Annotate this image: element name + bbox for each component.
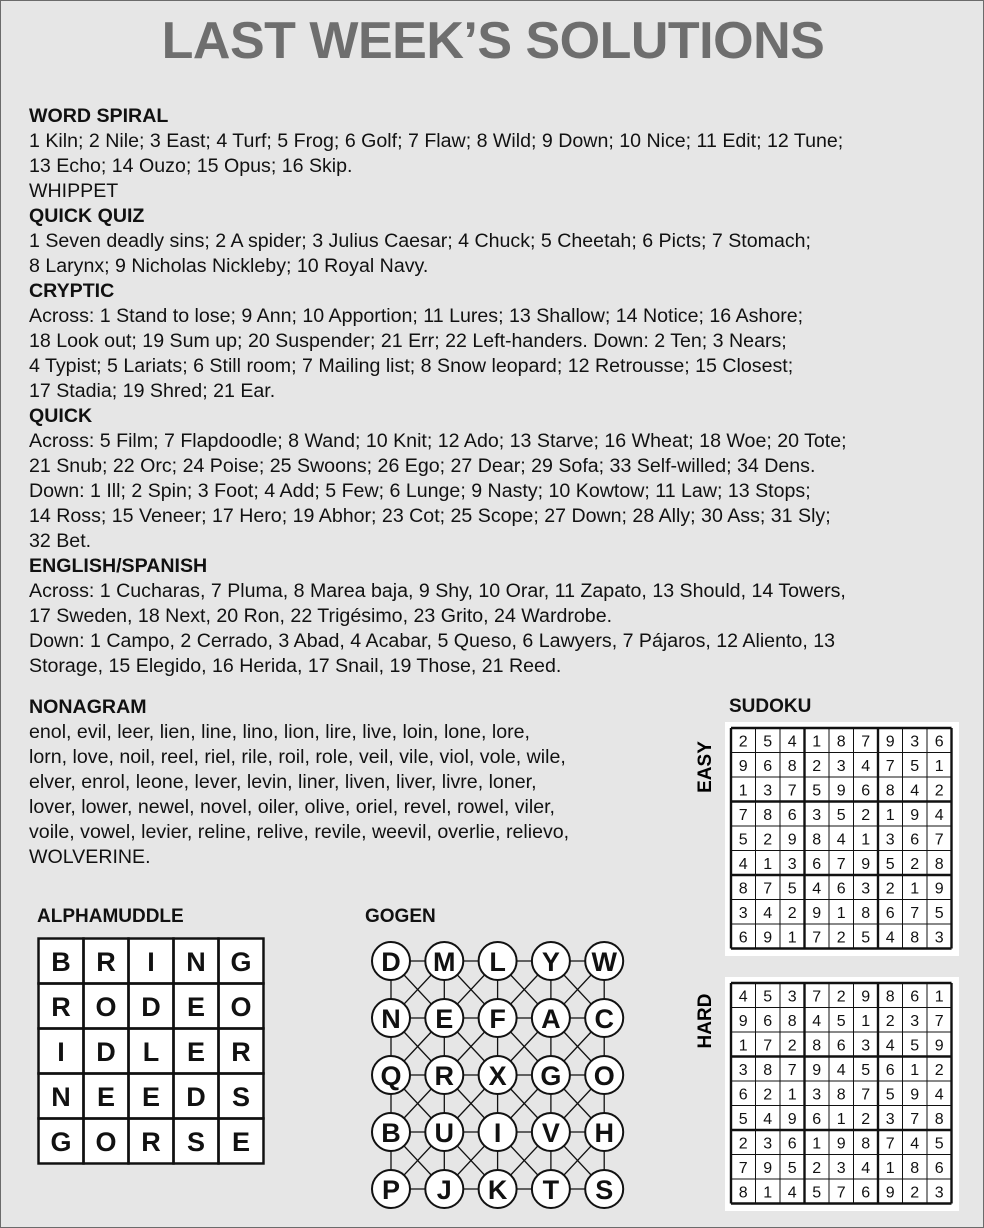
sudoku-hard-digit: 6: [885, 1061, 895, 1079]
solution-line: 17 Sweden, 18 Next, 20 Ron, 22 Trigésimo, 23 Grito, 24 Wardrobe.: [29, 605, 613, 627]
sudoku-hard-digit: 7: [885, 1135, 895, 1153]
sudoku-hard-digit: 1: [910, 1061, 920, 1079]
alphamuddle-letter: N: [186, 947, 206, 977]
gogen-letter: H: [594, 1118, 614, 1148]
sudoku-hard-digit: 1: [836, 1110, 846, 1128]
sudoku-hard-digit: 9: [910, 1086, 920, 1104]
sudoku-hard-digit: 6: [836, 1037, 846, 1055]
sudoku-hard-digit: 6: [738, 1086, 748, 1104]
sudoku-hard-digit: 9: [787, 1110, 797, 1128]
alphamuddle-letter: D: [186, 1082, 206, 1112]
sudoku-easy-digit: 7: [738, 806, 748, 824]
solution-line: 1 Seven deadly sins; 2 A spider; 3 Julius Caesar; 4 Chuck; 5 Cheetah; 6 Picts; 7 Stomach;: [29, 230, 811, 252]
sudoku-hard-digit: 1: [861, 1012, 871, 1030]
sudoku-easy-digit: 3: [885, 831, 895, 849]
sudoku-hard-digit: 3: [812, 1086, 822, 1104]
sudoku-easy-digit: 6: [763, 757, 773, 775]
solution-line: 8 Larynx; 9 Nicholas Nickleby; 10 Royal Navy.: [29, 255, 429, 277]
sudoku-easy-digit: 6: [812, 855, 822, 873]
sudoku-hard-digit: 9: [836, 1135, 846, 1153]
gogen-letter: Y: [541, 947, 560, 977]
alphamuddle-letter: R: [96, 947, 116, 977]
alphamuddle-letter: O: [95, 1127, 117, 1157]
gogen-letter: D: [381, 947, 401, 977]
sudoku-hard-digit: 6: [934, 1159, 944, 1177]
gogen-letter: U: [434, 1118, 455, 1148]
sudoku-hard-digit: 2: [836, 988, 846, 1006]
gogen-letter: B: [381, 1118, 401, 1148]
sudoku-hard-digit: 5: [812, 1184, 822, 1202]
sudoku-hard-digit: 6: [787, 1135, 797, 1153]
sudoku-easy-digit: 8: [787, 757, 797, 775]
sudoku-easy-digit: 1: [910, 880, 920, 898]
sudoku-easy-digit: 8: [885, 782, 895, 800]
gogen-letter: L: [489, 947, 506, 977]
sudoku-easy-digit: 9: [910, 806, 920, 824]
sudoku-hard-digit: 9: [812, 1061, 822, 1079]
alphamuddle-letter: S: [231, 1082, 251, 1112]
solution-line: WHIPPET: [29, 180, 119, 202]
english-spanish-section: [29, 554, 969, 679]
sudoku-easy-digit: 2: [910, 855, 920, 873]
sudoku-hard-digit: 6: [861, 1184, 871, 1202]
nonagram-section: [29, 695, 679, 870]
sudoku-easy-digit: 6: [934, 733, 944, 751]
sudoku-easy-digit: 6: [787, 806, 797, 824]
sudoku-hard-digit: 5: [861, 1061, 871, 1079]
solutions-text: [29, 104, 969, 679]
alphamuddle-letter: E: [141, 1082, 161, 1112]
solution-line: voile, vowel, levier, reline, relive, revile, weevil, overlie, relievo,: [29, 821, 570, 843]
sudoku-hard-digit: 1: [738, 1037, 748, 1055]
alphamuddle-letter: O: [230, 992, 252, 1022]
sudoku-hard-digit: 4: [861, 1159, 871, 1177]
sudoku-hard-digit: 1: [885, 1159, 895, 1177]
sudoku-easy-digit: 7: [763, 880, 773, 898]
sudoku-easy-digit: 6: [738, 929, 748, 947]
sudoku-easy-digit: 5: [861, 929, 871, 947]
sudoku-easy-digit: 5: [910, 757, 920, 775]
gogen-letter: A: [541, 1004, 561, 1034]
sudoku-easy-digit: 5: [787, 880, 797, 898]
sudoku-easy-digit: 1: [836, 904, 846, 922]
sudoku-hard-digit: 9: [738, 1012, 748, 1030]
sudoku-hard-digit: 5: [738, 1110, 748, 1128]
sudoku-easy-digit: 8: [836, 733, 846, 751]
sudoku-easy-digit: 8: [910, 929, 920, 947]
gogen-letter: V: [541, 1118, 560, 1148]
sudoku-easy-digit: 2: [763, 831, 773, 849]
sudoku-hard-digit: 7: [861, 1086, 871, 1104]
gogen-letter: G: [540, 1061, 562, 1091]
sudoku-heading: SUDOKU: [729, 696, 812, 717]
sudoku-easy-digit: 6: [910, 831, 920, 849]
solution-line: Down: 1 Campo, 2 Cerrado, 3 Abad, 4 Acabar, 5 Queso, 6 Lawyers, 7 Pájaros, 12 Aliento, 13: [29, 630, 836, 652]
cryptic-section: [29, 279, 969, 404]
sudoku-easy-digit: 2: [812, 757, 822, 775]
solution-line: Down: 1 Ill; 2 Spin; 3 Foot; 4 Add; 5 Few; 6 Lunge; 9 Nasty; 10 Kowtow; 11 Law; 13 Stops;: [29, 480, 811, 502]
gogen-letter: I: [493, 1118, 502, 1148]
solution-line: lorn, love, noil, reel, riel, rile, roil, role, veil, vile, viol, vole, wile,: [29, 746, 566, 768]
sudoku-easy-digit: 9: [934, 880, 944, 898]
sudoku-easy-digit: 2: [836, 929, 846, 947]
solution-line: 18 Look out; 19 Sum up; 20 Suspender; 21 Err; 22 Left-handers. Down: 2 Ten; 3 Nears;: [29, 330, 787, 352]
alphamuddle-grid: [37, 937, 265, 1165]
sudoku-hard-digit: 4: [910, 1135, 920, 1153]
sudoku-easy-digit: 1: [934, 757, 944, 775]
alphamuddle-letter: N: [51, 1082, 71, 1112]
sudoku-hard-digit: 4: [738, 988, 748, 1006]
alphamuddle-letter: R: [51, 992, 71, 1022]
sudoku-easy-digit: 5: [738, 831, 748, 849]
sudoku-hard-digit: 4: [812, 1012, 822, 1030]
solution-line: WOLVERINE.: [29, 846, 151, 868]
sudoku-hard-digit: 5: [910, 1037, 920, 1055]
solution-line: 32 Bet.: [29, 530, 92, 552]
sudoku-easy-digit: 4: [885, 929, 895, 947]
sudoku-easy-digit: 4: [763, 904, 773, 922]
sudoku-easy-digit: 4: [812, 880, 822, 898]
sudoku-hard-grid: [725, 977, 959, 1211]
gogen-letter: E: [435, 1004, 454, 1034]
sudoku-easy-digit: 3: [861, 880, 871, 898]
sudoku-hard-digit: 8: [763, 1061, 773, 1079]
sudoku-hard-digit: 3: [738, 1061, 748, 1079]
gogen-letter: N: [381, 1004, 401, 1034]
sudoku-easy-digit: 1: [738, 782, 748, 800]
gogen-letter: R: [434, 1061, 455, 1091]
sudoku-easy-digit: 8: [738, 880, 748, 898]
alphamuddle-letter: G: [230, 947, 252, 977]
sudoku-hard-digit: 6: [910, 988, 920, 1006]
sudoku-easy-digit: 1: [787, 929, 797, 947]
sudoku-hard-digit: 8: [836, 1086, 846, 1104]
sudoku-hard-digit: 1: [812, 1135, 822, 1153]
alphamuddle-letter: B: [51, 947, 71, 977]
solution-line: 21 Snub; 22 Orc; 24 Poise; 25 Swoons; 26 Ego; 27 Dear; 29 Sofa; 33 Self-willed; 34 Dens.: [29, 455, 816, 477]
sudoku-easy-digit: 4: [738, 855, 748, 873]
sudoku-easy-digit: 3: [738, 904, 748, 922]
gogen-letter: C: [594, 1004, 614, 1034]
sudoku-easy-digit: 6: [885, 904, 895, 922]
alphamuddle-letter: E: [231, 1127, 251, 1157]
alphamuddle-heading: ALPHAMUDDLE: [37, 906, 184, 927]
gogen-heading: GOGEN: [365, 906, 436, 927]
gogen-letter: P: [381, 1175, 401, 1205]
sudoku-hard-digit: 3: [861, 1037, 871, 1055]
section-heading: ENGLISH/SPANISH: [29, 555, 208, 577]
sudoku-easy-digit: 7: [934, 831, 944, 849]
section-heading: QUICK QUIZ: [29, 205, 145, 227]
sudoku-hard-digit: 7: [934, 1012, 944, 1030]
sudoku-hard-digit: 8: [861, 1135, 871, 1153]
sudoku-easy-digit: 6: [836, 880, 846, 898]
sudoku-easy-digit: 5: [836, 806, 846, 824]
sudoku-hard-digit: 5: [763, 988, 773, 1006]
sudoku-hard-digit: 4: [885, 1037, 895, 1055]
sudoku-hard-digit: 2: [885, 1012, 895, 1030]
sudoku-easy-digit: 2: [861, 806, 871, 824]
sudoku-hard-digit: 9: [934, 1037, 944, 1055]
sudoku-hard-digit: 6: [812, 1110, 822, 1128]
sudoku-hard-digit: 2: [763, 1086, 773, 1104]
solution-line: 17 Stadia; 19 Shred; 21 Ear.: [29, 380, 276, 402]
solution-line: lover, lower, newel, novel, oiler, olive, oriel, revel, rowel, viler,: [29, 796, 555, 818]
sudoku-easy-digit: 4: [861, 757, 871, 775]
solution-line: Across: 5 Film; 7 Flapdoodle; 8 Wand; 10 Knit; 12 Ado; 13 Starve; 16 Wheat; 18 Woe; 20 Tote;: [29, 430, 847, 452]
sudoku-hard-digit: 2: [738, 1135, 748, 1153]
sudoku-easy-digit: 4: [934, 806, 944, 824]
sudoku-hard-digit: 9: [763, 1159, 773, 1177]
sudoku-hard-digit: 7: [738, 1159, 748, 1177]
section-heading: CRYPTIC: [29, 280, 115, 302]
sudoku-easy-digit: 5: [885, 855, 895, 873]
sudoku-hard-label: [695, 979, 725, 1079]
gogen-letter: J: [436, 1175, 452, 1205]
solution-line: elver, enrol, leone, lever, levin, liner, liven, liver, livre, loner,: [29, 771, 537, 793]
sudoku-easy-digit: 4: [910, 782, 920, 800]
sudoku-easy-digit: 9: [861, 855, 871, 873]
sudoku-hard-digit: 2: [787, 1037, 797, 1055]
sudoku-easy-digit: 3: [934, 929, 944, 947]
sudoku-easy-digit: 3: [763, 782, 773, 800]
solution-line: 14 Ross; 15 Veneer; 17 Hero; 19 Abhor; 23 Cot; 25 Scope; 27 Down; 28 Ally; 30 Ass; 31 Sly;: [29, 505, 831, 527]
alphamuddle-letter: E: [186, 992, 206, 1022]
alphamuddle-letter: G: [50, 1127, 72, 1157]
gogen-letter: M: [433, 947, 456, 977]
sudoku-hard-digit: 1: [787, 1086, 797, 1104]
sudoku-easy-digit: 7: [861, 733, 871, 751]
sudoku-hard-digit: 4: [934, 1086, 944, 1104]
sudoku-easy-digit: 9: [787, 831, 797, 849]
gogen-letter: O: [593, 1061, 615, 1091]
sudoku-easy-digit: 8: [763, 806, 773, 824]
sudoku-hard-digit: 8: [910, 1159, 920, 1177]
sudoku-hard-digit: 8: [934, 1110, 944, 1128]
sudoku-hard-digit: 3: [787, 988, 797, 1006]
sudoku-hard-digit: 7: [812, 988, 822, 1006]
sudoku-easy-digit: 1: [861, 831, 871, 849]
sudoku-easy-digit: 4: [836, 831, 846, 849]
solution-line: 4 Typist; 5 Lariats; 6 Still room; 7 Mailing list; 8 Snow leopard; 12 Retrousse; 15 Closest;: [29, 355, 794, 377]
sudoku-easy-digit: 7: [836, 855, 846, 873]
alphamuddle-letter: D: [141, 992, 161, 1022]
word-spiral-section: [29, 104, 969, 204]
sudoku-hard-digit: 2: [910, 1184, 920, 1202]
sudoku-easy-digit: 9: [885, 733, 895, 751]
solution-line: 13 Echo; 14 Ouzo; 15 Opus; 16 Skip.: [29, 155, 353, 177]
gogen-letter: W: [591, 947, 617, 977]
sudoku-hard-digit: 3: [763, 1135, 773, 1153]
section-heading: WORD SPIRAL: [29, 105, 169, 127]
sudoku-easy-digit: 9: [836, 782, 846, 800]
sudoku-easy-digit: 8: [934, 855, 944, 873]
sudoku-easy-digit: 3: [812, 806, 822, 824]
sudoku-hard-digit: 5: [836, 1012, 846, 1030]
sudoku-hard-digit: 6: [763, 1012, 773, 1030]
sudoku-hard-digit: 7: [787, 1061, 797, 1079]
sudoku-hard-digit: 5: [934, 1135, 944, 1153]
sudoku-hard-digit: 4: [787, 1184, 797, 1202]
sudoku-easy-digit: 5: [812, 782, 822, 800]
sudoku-easy-digit: 3: [910, 733, 920, 751]
sudoku-hard-digit: 3: [885, 1110, 895, 1128]
sudoku-easy-digit: 7: [910, 904, 920, 922]
sudoku-easy-digit: 3: [836, 757, 846, 775]
solution-line: Across: 1 Stand to lose; 9 Ann; 10 Apportion; 11 Lures; 13 Shallow; 14 Notice; 16 Ashore;: [29, 305, 804, 327]
sudoku-hard-digit: 4: [836, 1061, 846, 1079]
sudoku-hard-digit: 5: [787, 1159, 797, 1177]
sudoku-hard-digit: 1: [763, 1184, 773, 1202]
alphamuddle-letter: E: [186, 1037, 206, 1067]
alphamuddle-letter: R: [141, 1127, 161, 1157]
solution-line: Across: 1 Cucharas, 7 Pluma, 8 Marea baja, 9 Shy, 10 Orar, 11 Zapato, 13 Should, 14 Towers,: [29, 580, 846, 602]
alphamuddle-letter: L: [142, 1037, 160, 1067]
sudoku-easy-digit: 5: [763, 733, 773, 751]
gogen-letter: S: [595, 1175, 614, 1205]
gogen-letter: X: [488, 1061, 507, 1091]
sudoku-easy-digit: 2: [738, 733, 748, 751]
sudoku-easy-digit: 5: [934, 904, 944, 922]
sudoku-hard-digit: 2: [934, 1061, 944, 1079]
alphamuddle-letter: O: [95, 992, 117, 1022]
gogen-letter: Q: [380, 1061, 402, 1091]
sudoku-hard-digit: 9: [885, 1184, 895, 1202]
sudoku-hard-digit: 8: [787, 1012, 797, 1030]
alphamuddle-letter: I: [147, 947, 155, 977]
sudoku-easy-digit: 2: [885, 880, 895, 898]
sudoku-easy-digit: 9: [812, 904, 822, 922]
sudoku-hard-digit: 8: [885, 988, 895, 1006]
page-title: LAST WEEK’S SOLUTIONS: [161, 12, 825, 70]
quick-section: [29, 404, 969, 554]
sudoku-hard-digit: 7: [910, 1110, 920, 1128]
sudoku-hard-digit: 3: [910, 1012, 920, 1030]
sudoku-easy-digit: 7: [812, 929, 822, 947]
sudoku-hard-digit: 3: [836, 1159, 846, 1177]
sudoku-hard-digit: 8: [812, 1037, 822, 1055]
sudoku-easy-digit: 9: [763, 929, 773, 947]
sudoku-hard-digit: 1: [934, 988, 944, 1006]
sudoku-easy-digit: 2: [787, 904, 797, 922]
sudoku-hard-digit: 8: [738, 1184, 748, 1202]
sudoku-easy-digit: 2: [934, 782, 944, 800]
sudoku-easy-digit: 4: [787, 733, 797, 751]
solution-line: 1 Kiln; 2 Nile; 3 East; 4 Turf; 5 Frog; 6 Golf; 7 Flaw; 8 Wild; 9 Down; 10 Nice; 11 Edit; 12 Tune;: [29, 130, 844, 152]
sudoku-hard-digit: 2: [861, 1110, 871, 1128]
sudoku-easy-digit: 1: [812, 733, 822, 751]
solution-line: Storage, 15 Elegido, 16 Herida, 17 Snail, 19 Those, 21 Reed.: [29, 655, 562, 677]
gogen-letter: K: [487, 1175, 508, 1205]
alphamuddle-letter: I: [57, 1037, 65, 1067]
sudoku-easy-digit: 8: [812, 831, 822, 849]
sudoku-easy-digit: 6: [861, 782, 871, 800]
gogen-letter: T: [542, 1175, 560, 1205]
sudoku-easy-digit: 7: [885, 757, 895, 775]
sudoku-easy-label: [695, 725, 725, 825]
sudoku-easy-digit: 8: [861, 904, 871, 922]
sudoku-easy-digit: 1: [885, 806, 895, 824]
sudoku-hard-digit: 7: [836, 1184, 846, 1202]
sudoku-hard-digit: 2: [812, 1159, 822, 1177]
sudoku-hard-digit: 5: [885, 1086, 895, 1104]
section-heading: NONAGRAM: [29, 696, 147, 718]
quick-quiz-section: [29, 204, 969, 279]
hard-label-text: HARD: [695, 993, 716, 1049]
sudoku-easy-digit: 9: [738, 757, 748, 775]
gogen-letter: F: [489, 1004, 506, 1034]
gogen-grid: [369, 937, 635, 1213]
sudoku-hard-digit: 3: [934, 1184, 944, 1202]
alphamuddle-letter: R: [231, 1037, 251, 1067]
sudoku-easy-grid: [725, 722, 959, 956]
section-heading: QUICK: [29, 405, 93, 427]
alphamuddle-letter: S: [186, 1127, 206, 1157]
sudoku-easy-digit: 7: [787, 782, 797, 800]
easy-label-text: EASY: [695, 741, 716, 793]
sudoku-hard-digit: 7: [763, 1037, 773, 1055]
alphamuddle-letter: E: [96, 1082, 116, 1112]
sudoku-hard-digit: 9: [861, 988, 871, 1006]
sudoku-easy-digit: 3: [787, 855, 797, 873]
sudoku-easy-digit: 1: [763, 855, 773, 873]
solution-line: enol, evil, leer, lien, line, lino, lion, lire, live, loin, lone, lore,: [29, 721, 530, 743]
sudoku-hard-digit: 4: [763, 1110, 773, 1128]
alphamuddle-letter: D: [96, 1037, 116, 1067]
